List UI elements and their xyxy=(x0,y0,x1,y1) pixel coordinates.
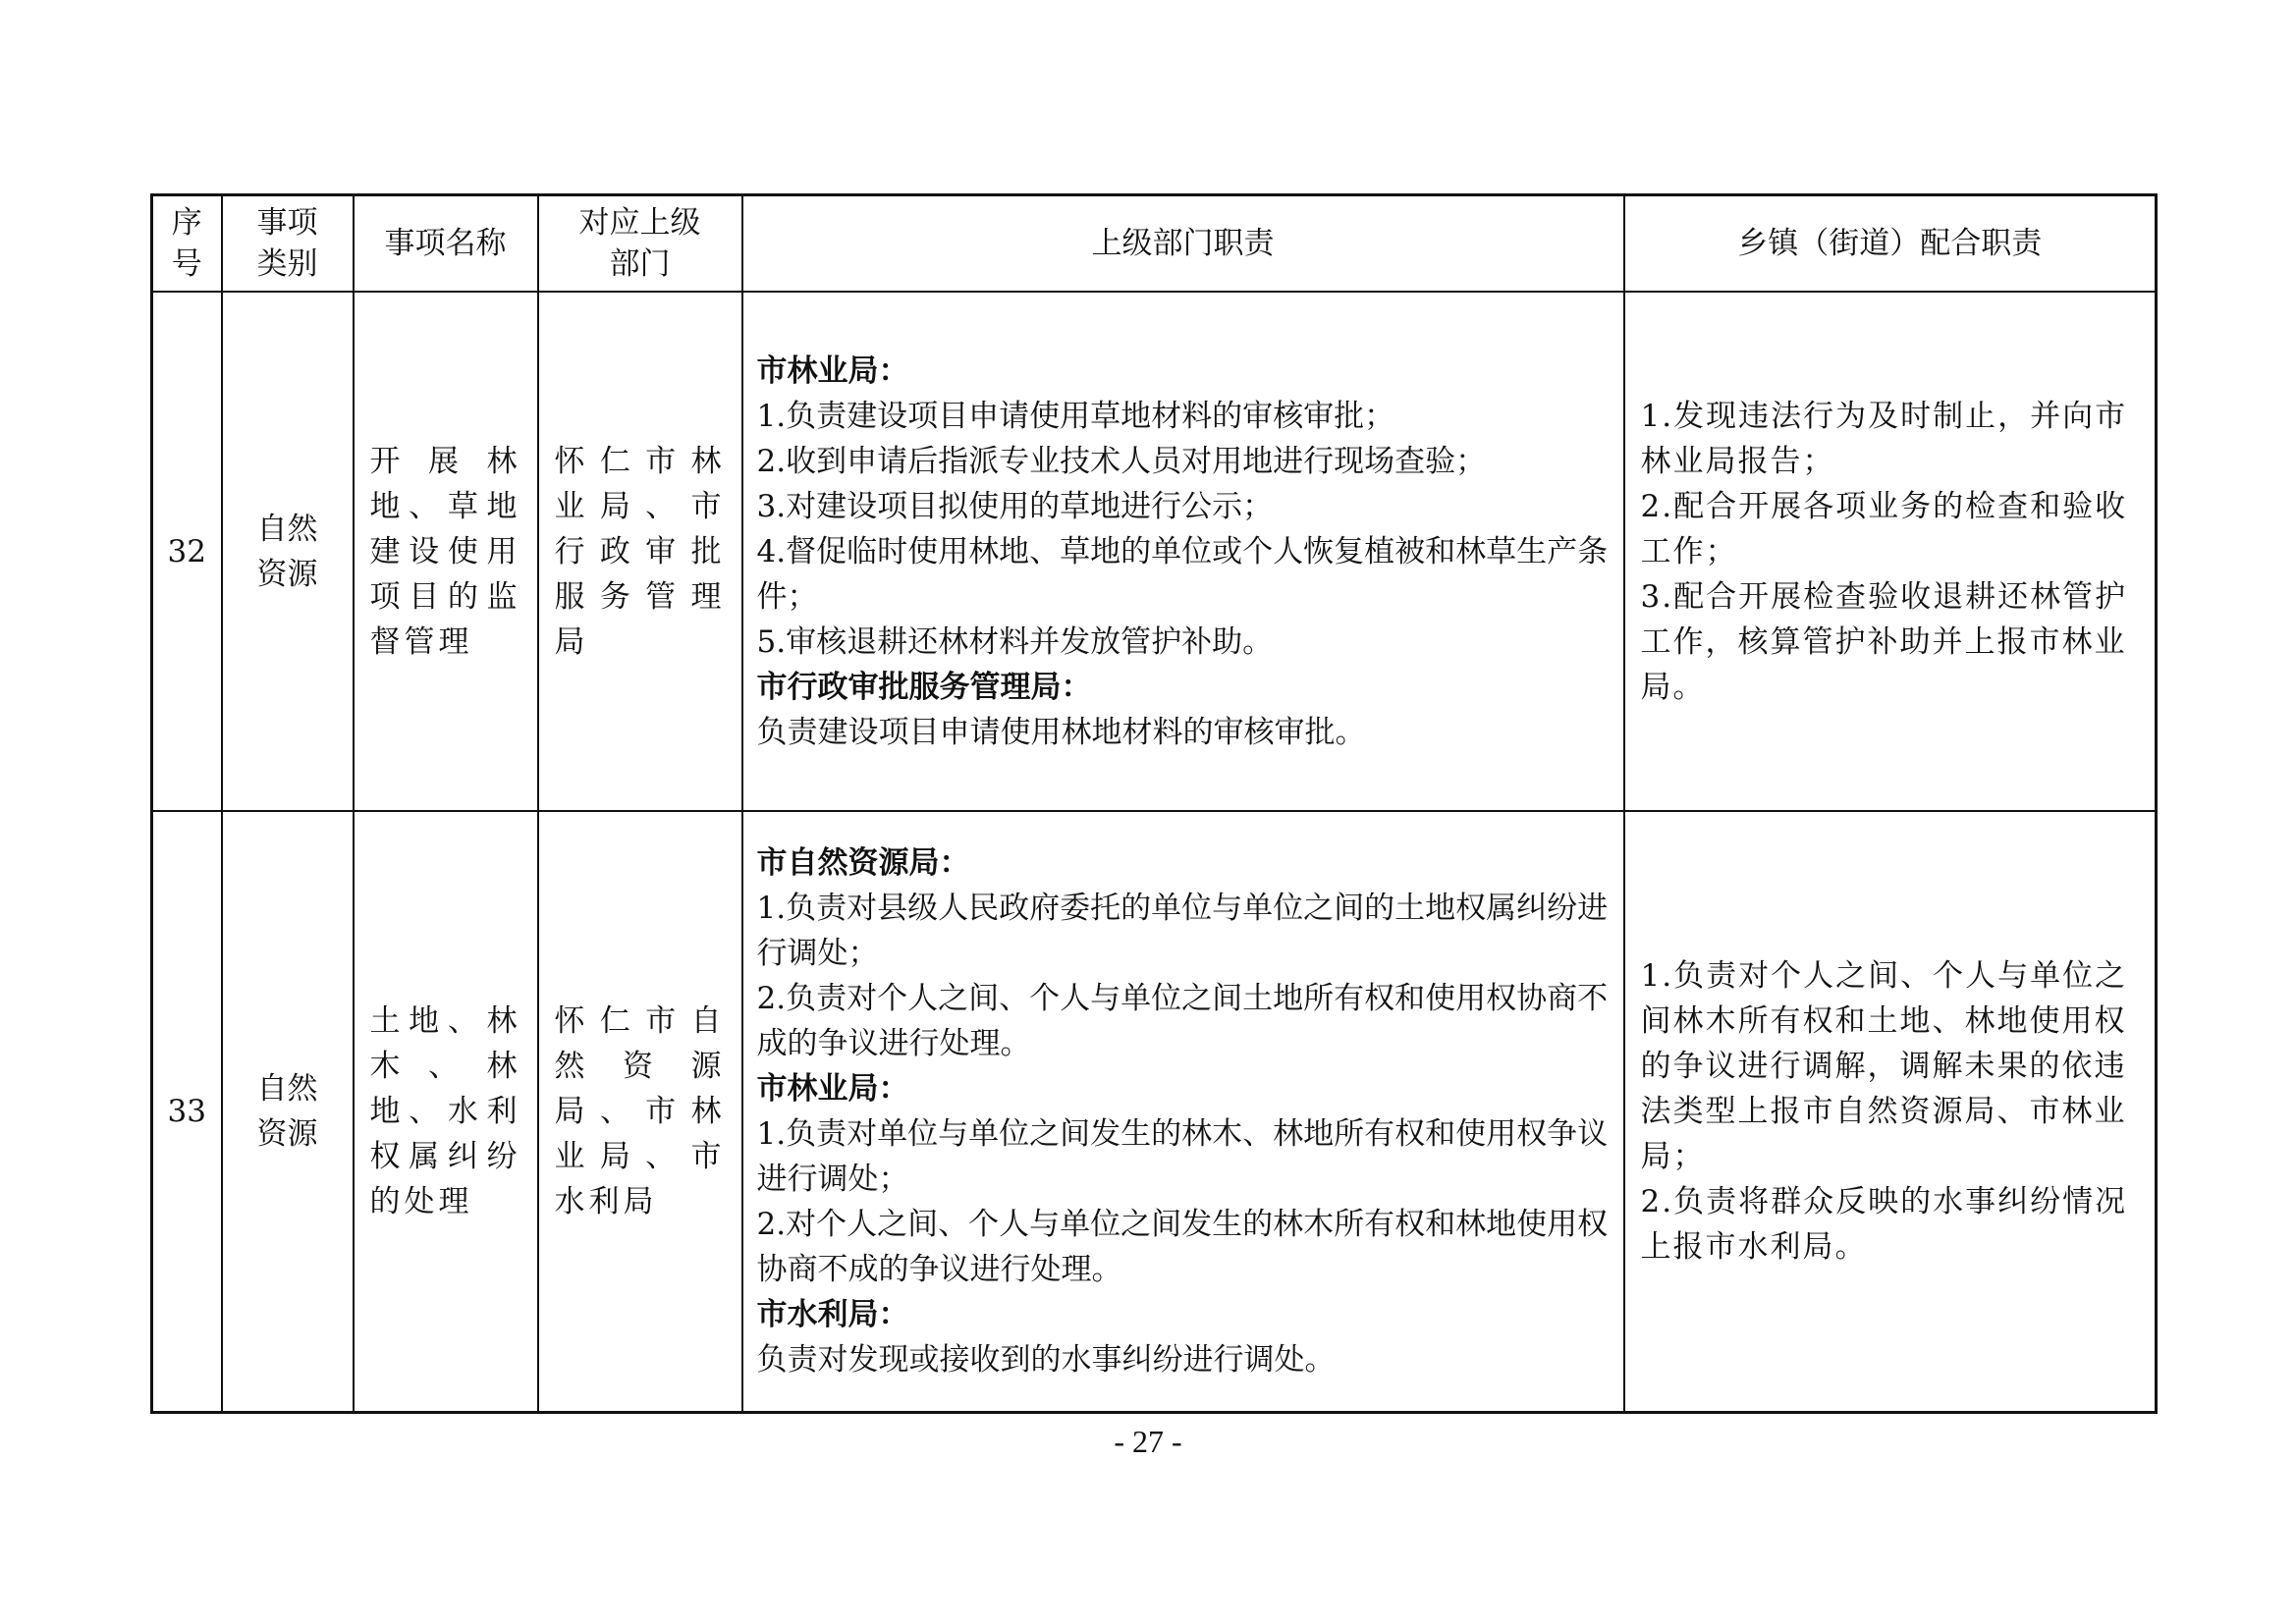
row-superior-duties xyxy=(742,811,1624,1413)
duty-line: 负责建设项目申请使用林地材料的审核审批。 xyxy=(756,714,1366,750)
page-number: - 27 - xyxy=(1114,1424,1182,1459)
duty-line: 2.负责对个人之间、个人与单位之间土地所有权和使用权协商不成的争议进行处理。 xyxy=(756,981,1609,1061)
responsibility-table xyxy=(150,193,2158,1414)
duty-line: 5.审核退耕还林材料并发放管护补助。 xyxy=(756,623,1274,660)
row-item-name-text: 土地、林木、林地、水利权属纠纷的处理 xyxy=(369,1003,521,1219)
row-superior-duties xyxy=(742,292,1624,811)
row-item-name xyxy=(354,292,538,811)
duty-heading: 市行政审批服务管理局： xyxy=(756,669,1092,705)
table-row xyxy=(152,292,2157,811)
town-duty-line: 1.负责对个人之间、个人与单位之间林木所有权和土地、林地使用权的争议进行调解，调解未果的依违法类型上报市自然资源局、市林业局； xyxy=(1640,958,2128,1174)
duty-heading: 市林业局： xyxy=(756,352,909,389)
header-item-name: 事项名称 xyxy=(354,195,538,293)
duty-heading: 市自然资源局： xyxy=(756,845,970,881)
row-category xyxy=(222,811,354,1413)
header-seq: 序号 xyxy=(152,195,222,293)
duty-line: 1.负责对单位与单位之间发生的林木、林地所有权和使用权争议进行调处； xyxy=(756,1116,1609,1197)
header-category: 事项类别 xyxy=(222,195,354,293)
duty-line: 2.收到申请后指派专业技术人员对用地进行现场查验； xyxy=(756,443,1487,479)
town-duty-line: 2.负责将群众反映的水事纠纷情况上报市水利局。 xyxy=(1640,1184,2128,1265)
duty-heading: 市水利局： xyxy=(756,1297,909,1332)
duty-heading: 市林业局： xyxy=(756,1071,909,1107)
header-superior-dept: 对应上级部门 xyxy=(538,195,742,293)
duty-line: 3.对建设项目拟使用的草地进行公示； xyxy=(756,488,1274,524)
header-superior-duties: 上级部门职责 xyxy=(742,195,1624,293)
duty-line: 4.督促临时使用林地、草地的单位或个人恢复植被和林草生产条件； xyxy=(756,533,1609,615)
row-superior-dept-text: 怀仁市林业局、市行政审批服务管理局 xyxy=(554,443,726,660)
row-item-name-text: 开展林地、草地建设使用项目的监督管理 xyxy=(369,443,521,660)
table-header-row xyxy=(152,195,2157,293)
row-superior-dept xyxy=(538,811,742,1413)
duty-line: 1.负责对县级人民政府委托的单位与单位之间的土地权属纠纷进行调处； xyxy=(756,891,1609,971)
header-town-duties: 乡镇（街道）配合职责 xyxy=(1624,195,2157,293)
row-town-duties xyxy=(1624,292,2157,811)
row-seq: 32 xyxy=(152,292,222,811)
row-category-text: 自然资源 xyxy=(256,511,318,592)
town-duty-line: 3.配合开展检查验收退耕还林管护工作，核算管护补助并上报市林业局。 xyxy=(1640,578,2128,705)
town-duty-line: 2.配合开展各项业务的检查和验收工作； xyxy=(1640,488,2128,569)
duty-line: 负责对发现或接收到的水事纠纷进行调处。 xyxy=(756,1342,1336,1378)
town-duty-line: 1.发现违法行为及时制止，并向市林业局报告； xyxy=(1640,398,2128,479)
row-superior-dept xyxy=(538,292,742,811)
row-town-duties xyxy=(1624,811,2157,1413)
row-category-text: 自然资源 xyxy=(256,1071,318,1152)
duty-line: 2.对个人之间、个人与单位之间发生的林木所有权和林地使用权协商不成的争议进行处理。 xyxy=(756,1207,1609,1287)
table-row xyxy=(152,811,2157,1413)
duty-line: 1.负责建设项目申请使用草地材料的审核审批； xyxy=(756,398,1395,434)
row-category xyxy=(222,292,354,811)
row-seq: 33 xyxy=(152,811,222,1413)
row-superior-dept-text: 怀仁市自然资源局、市林业局、市水利局 xyxy=(554,1003,726,1219)
row-item-name xyxy=(354,811,538,1413)
